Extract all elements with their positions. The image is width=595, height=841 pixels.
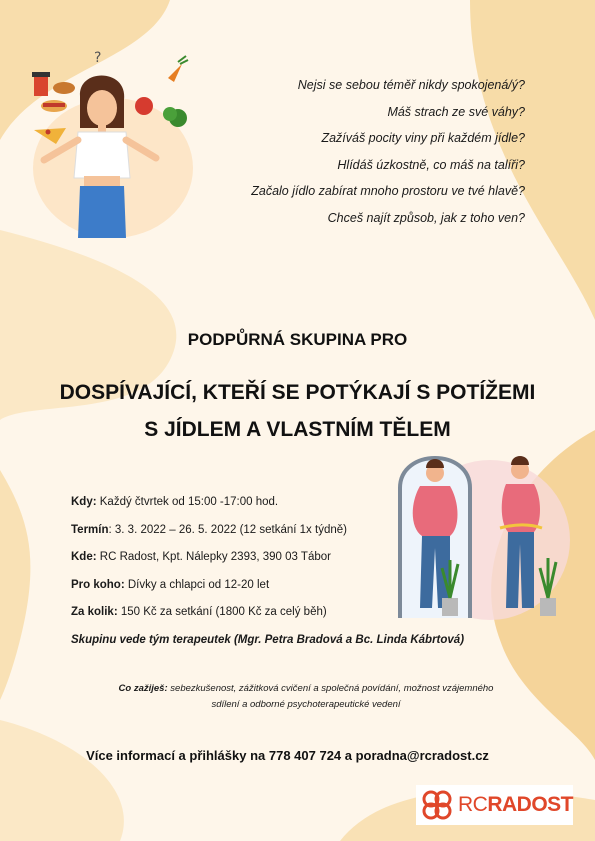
heading-main (0, 374, 595, 448)
info-row-price (71, 606, 464, 634)
info-row-term (71, 524, 464, 552)
info-block (71, 496, 464, 661)
heading-line-1: PODPŮRNÁ SKUPINA PRO (187, 330, 408, 349)
logo-wordmark (458, 793, 573, 817)
heading-line-2: DOSPÍVAJÍCÍ, KTEŘÍ SE POTÝKAJÍ S POTÍŽEMI (59, 381, 536, 404)
contact-line: Více informací a přihlášky na 778 407 724 a poradna@rcradost.cz (86, 748, 489, 763)
experience-line-1: sebezkušenost, zážitková cvičení a společná povídání, možnost vzájemného (167, 683, 494, 694)
experience-label: Co zažiješ: (118, 683, 168, 694)
logo-prefix: RC (457, 793, 488, 816)
question-item: Nejsi se sebou téměř nikdy spokojená/ý? (297, 78, 525, 92)
logo-name: RADOST (487, 793, 573, 816)
info-value: RC Radost, Kpt. Nálepky 2393, 390 03 Tábor (96, 551, 331, 563)
question-item: Zažíváš pocity viny při každém jídle? (321, 131, 525, 146)
info-value: Každý čtvrtek od 15:00 -17:00 hod. (96, 496, 279, 508)
heading-line-3: S JÍDLEM A VLASTNÍM TĚLEM (144, 418, 451, 441)
clover-logo-icon (420, 788, 454, 822)
group-leaders: Skupinu vede tým terapeutek (Mgr. Petra Bradová a Bc. Linda Kábrtová) (71, 633, 465, 646)
info-label: Kdy: (71, 496, 97, 508)
info-value: Dívky a chlapci od 12-20 let (124, 578, 270, 591)
info-value: 150 Kč za setkání (1800 Kč za celý běh) (117, 606, 327, 618)
experience-line-2: sdílení a odborné psychoterapeutické vedení (211, 699, 401, 710)
info-row-for-whom (71, 579, 464, 607)
info-row-when (71, 496, 464, 524)
info-label: Kde: (71, 551, 97, 563)
info-label: Za kolik: (71, 606, 118, 618)
question-item: Chceš najít způsob, jak z toho ven? (327, 210, 525, 225)
info-value: : 3. 3. 2022 – 26. 5. 2022 (12 setkání 1x týdně) (108, 523, 347, 536)
experience-text (66, 681, 546, 713)
rc-radost-logo (416, 785, 573, 825)
question-list (251, 72, 525, 232)
question-item: Začalo jídlo zabírat mnoho prostoru ve tvé hlavě? (251, 184, 525, 199)
info-label: Termín (71, 523, 109, 536)
info-label: Pro koho: (71, 578, 125, 591)
info-row-where (71, 551, 464, 579)
question-item: Máš strach ze své váhy? (387, 104, 525, 119)
svg-text:?: ? (94, 50, 102, 66)
girl-food-illustration (28, 48, 198, 238)
question-item: Hlídáš úzkostně, co máš na talíři? (337, 157, 525, 172)
